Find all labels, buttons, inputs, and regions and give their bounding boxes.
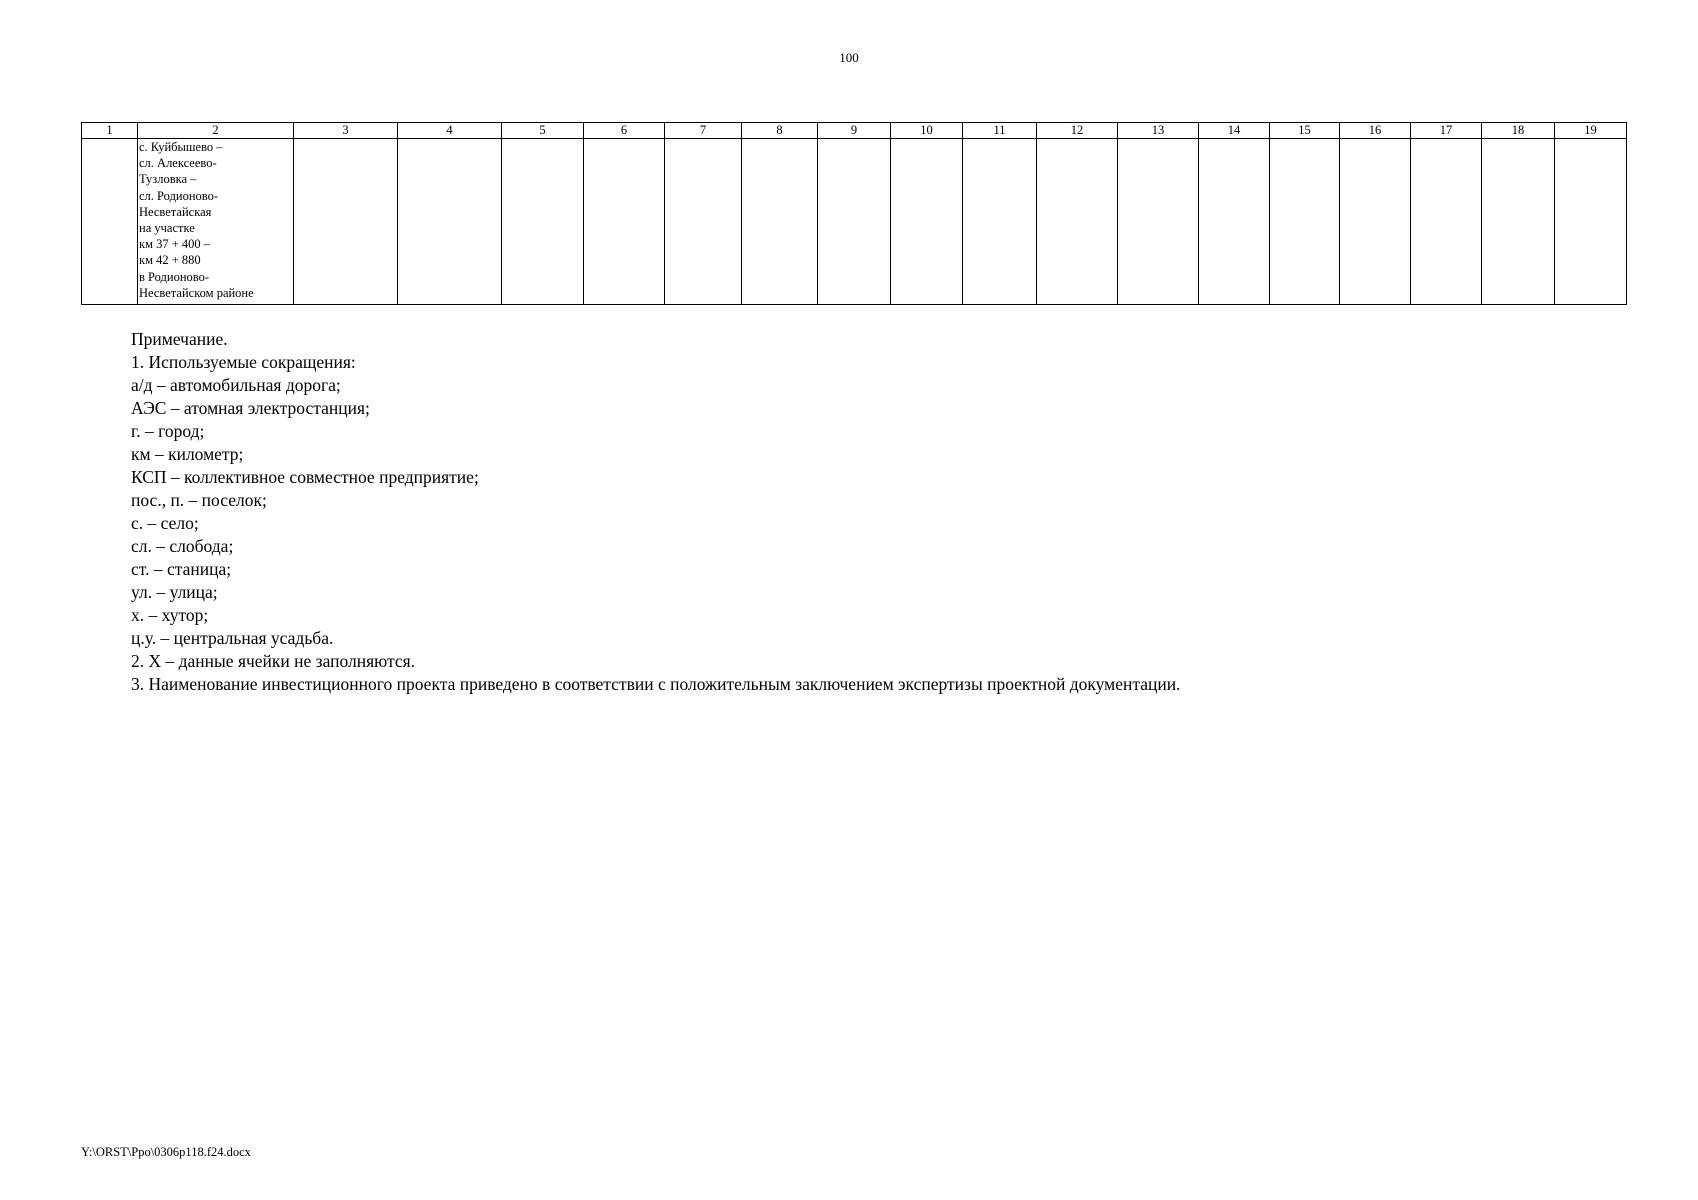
footer-file-path: Y:\ORST\Ppo\0306p118.f24.docx [81, 1145, 251, 1159]
table-cell [818, 139, 891, 305]
table-cell [1270, 139, 1340, 305]
table-cell [891, 139, 963, 305]
table-cell [665, 139, 742, 305]
table-cell [82, 139, 138, 305]
project-name-line: Тузловка – [139, 172, 197, 187]
project-name-line: км 37 + 400 – [139, 237, 211, 252]
column-header: 3 [294, 123, 398, 139]
page-number: 100 [839, 50, 859, 65]
note-line: а/д – автомобильная дорога; [131, 375, 341, 395]
table-cell [1555, 139, 1627, 305]
project-name-line: Несветайская [139, 204, 212, 219]
column-header: 9 [818, 123, 891, 139]
table-row [82, 139, 1627, 305]
notes-title: Примечание. [131, 329, 228, 349]
note-line: 1. Используемые сокращения: [131, 352, 356, 372]
column-header: 4 [398, 123, 502, 139]
note-line: ул. – улица; [131, 582, 218, 602]
column-header: 16 [1340, 123, 1411, 139]
column-header: 6 [584, 123, 665, 139]
note-line: сл. – слобода; [131, 536, 234, 556]
note-line: КСП – коллективное совместное предприятие; [131, 467, 479, 487]
column-header: 2 [138, 123, 294, 139]
column-header: 8 [742, 123, 818, 139]
column-header: 12 [1037, 123, 1118, 139]
notes-section [131, 328, 1180, 696]
project-name-line: сл. Алексеево- [139, 156, 217, 171]
table-cell [1340, 139, 1411, 305]
table-cell [742, 139, 818, 305]
column-header: 7 [665, 123, 742, 139]
note-line: 2. Х – данные ячейки не заполняются. [131, 651, 416, 671]
note-line: с. – село; [131, 513, 199, 533]
project-name-line: сл. Родионово- [139, 188, 219, 203]
table-cell [963, 139, 1037, 305]
project-name-line: км 42 + 880 [139, 253, 201, 268]
column-header: 19 [1555, 123, 1627, 139]
project-name-line: в Родионово- [139, 269, 210, 284]
table-cell [294, 139, 398, 305]
table-cell [1411, 139, 1482, 305]
column-header: 5 [502, 123, 584, 139]
project-name-line: с. Куйбышево – [139, 140, 223, 154]
table-cell [398, 139, 502, 305]
column-header: 13 [1118, 123, 1199, 139]
table-header-row [82, 123, 1627, 139]
project-name-cell [138, 139, 294, 305]
note-line: ст. – станица; [131, 559, 232, 579]
note-line: АЭС – атомная электростанция; [131, 398, 370, 418]
data-table [81, 122, 1627, 305]
note-line: пос., п. – поселок; [131, 490, 267, 510]
column-header: 14 [1199, 123, 1270, 139]
table-cell [1199, 139, 1270, 305]
project-name-line: на участке [139, 221, 195, 236]
table-cell [584, 139, 665, 305]
table-cell [1118, 139, 1199, 305]
column-header: 11 [963, 123, 1037, 139]
column-header: 17 [1411, 123, 1482, 139]
note-line: 3. Наименование инвестиционного проекта приведено в соответствии с положительным заключением экспертизы проектной документации. [131, 674, 1181, 694]
table-cell [502, 139, 584, 305]
column-header: 18 [1482, 123, 1555, 139]
note-line: х. – хутор; [131, 605, 209, 625]
project-name-line: Несветайском районе [139, 285, 254, 300]
table-cell [1037, 139, 1118, 305]
column-header: 1 [82, 123, 138, 139]
note-line: г. – город; [131, 421, 205, 441]
note-line: ц.у. – центральная усадьба. [131, 628, 334, 648]
column-header: 10 [891, 123, 963, 139]
note-line: км – километр; [131, 444, 244, 464]
table-cell [1482, 139, 1555, 305]
column-header: 15 [1270, 123, 1340, 139]
